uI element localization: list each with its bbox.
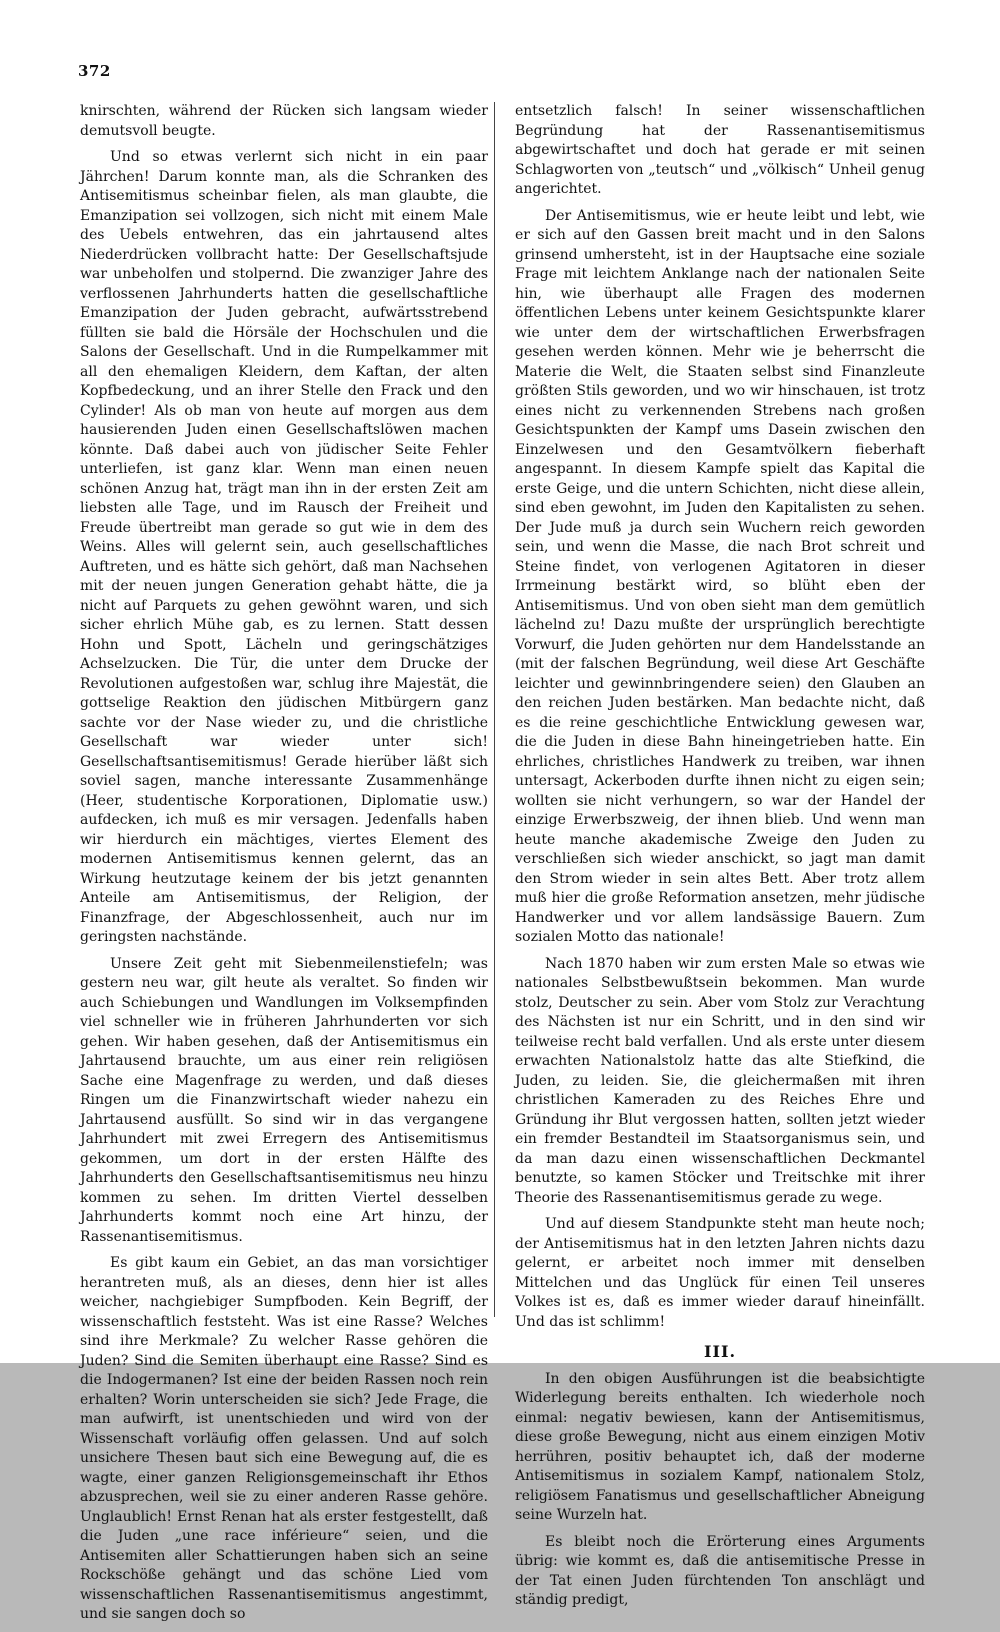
paragraph: Nach 1870 haben wir zum ersten Male so etwas wie nationales Selbstbewußtsein bekommen. Man wurde stolz, Deutscher zu sein. Aber vom Stolz zur Verachtung des Nächsten ist nur ein Schritt, und in den sind wir teilweise recht bald verfallen. Und als erste unter diesem erwachten Nationalstolz hatte das alte Stiefkind, die Juden, zu leiden. Sie, die gleichermaßen mit ihren christlichen Kameraden zu des Reiches Ehre und Gründung ihr Blut vergossen hatten, sollten jetzt wieder ein fremder Bestandteil im Staatsorganismus sein, und da man dazu einen wissenschaftlichen Deckmantel benutzte, so kamen Stöcker und Treitschke mit ihrer Theorie des Rassenantisemitismus gerade zu wege. xyxy=(515,955,925,1206)
section-heading: III. xyxy=(703,1342,737,1361)
paragraph: Es bleibt noch die Erörterung eines Arguments übrig: wie kommt es, daß die antisemitische Presse in der Tat einen Juden fürchtenden Ton anschlägt und ständig predigt, xyxy=(515,1533,925,1608)
paragraph: Und so etwas verlernt sich nicht in ein paar Jährchen! Darum konnte man, als die Schranken des Antisemitismus scheinbar fielen, als man glaubte, die Emanzipation sei vollzogen, sich nicht mit einem Male des Uebels entwehren, das ein jahrtausend altes Niederdrücken vollbracht hatte: Der Gesellschaftsjude war unbeholfen und stolpernd. Die zwanziger Jahre des verflossenen Jahrhunderts hatten die gesellschaftliche Emanzipation der Juden gebracht, aufwärtsstrebend füllten sie bald die Hörsäle der Hochschulen und die Salons der Gesellschaft. Und in die Rumpelkammer mit all den ehemaligen Kleidern, dem Kaftan, der alten Kopfbedeckung, und an ihrer Stelle den Frack und den Cylinder! Als ob man von heute auf morgen aus dem hausierenden Juden einen Gesellschaftslöwen machen könnte. Daß dabei auch von jüdischer Seite Fehler unterliefen, ist ganz klar. Wenn man einen neuen schönen Anzug hat, trägt man ihn in der ersten Zeit am liebsten alle Tage, und im Rausch der Freiheit und Freude übertreibt man gerade so gut wie in dem des Weins. Alles will gelernt sein, auch gesellschaftliches Auftreten, und es hätte sich gehört, daß man Nachsehen mit der neuen jungen Generation gehabt hätte, die ja nicht auf Parquets zu gehen gewöhnt waren, und sich sicher ehrlich Mühe gab, es zu lernen. Statt dessen Hohn und Spott, Lächeln und geringschätziges Achselzucken. Die Tür, die unter dem Drucke der Revolutionen aufgestoßen war, schlug ihre Majestät, die gottselige Reaktion den jüdischen Mitbürgern ganz sachte vor der Nase wieder zu, und die christliche Gesellschaft war wieder unter sich! Gesellschaftsantisemitismus! Gerade hierüber läßt sich soviel sagen, manche interessante Zusammenhänge (Heer, studentische Korporationen, Diplomatie usw.) aufdecken, ich muß es mir versagen. Jedenfalls haben wir hierdurch ein mächtiges, viertes Element des modernen Antisemitismus kennen gelernt, das an Wirkung heutzutage keinem der bis jetzt genannten Anteile am Antisemitismus, der Religion, der Finanzfrage, der Abgeschlossenheit, auch nur im geringsten nachstände. xyxy=(80,149,488,945)
paragraph: Der Antisemitismus, wie er heute leibt und lebt, wie er sich auf den Gassen breit macht und in den Salons grinsend umhersteht, ist in der Hauptsache eine soziale Frage mit leichtem Anklange nach der nationalen Seite hin, wie überhaupt alle Fragen des modernen öffentlichen Lebens unter keinem Gesichtspunkte klarer wie unter dem der wirtschaftlichen Erwerbsfragen gesehen werden können. Mehr wie je beherrscht die Materie die Welt, die Staaten selbst sind Finanzleute größten Stils geworden, und wo wir hinschauen, ist trotz eines nicht zu verkennenden Strebens nach großen Gesichtspunkten der Kampf ums Dasein zwischen den Einzelwesen und den Gesamtvölkern fieberhaft angespannt. In diesem Kampfe spielt das Kapital die erste Geige, und die untern Schichten, nicht diese allein, sind eben gewohnt, im Juden den Kapitalisten zu sehen. Der Jude muß ja durch sein Wuchern reich geworden sein, und wenn die Masse, die nach Brot schreit und Steine findet, von verlogenen Agitatoren in dieser Irrmeinung bestärkt wird, so blüht eben der Antisemitismus. Und von oben sieht man dem gemütlich lächelnd zu! Dazu mußte der ursprünglich berechtigte Vorwurf, die Juden gehörten nur dem Handelsstande an (mit der falschen Begründung, weil diese Art Geschäfte leichter und gewinnbringendere seien) den Glauben an den reichen Juden bestärken. Man bedachte nicht, daß es die reine geschichtliche Entwicklung gewesen war, die die Juden in diese Bahn hineingetrieben hatte. Ein ehrliches, christliches Handwerk zu treiben, war ihnen untersagt, Ackerboden durfte ihnen nicht zu eigen sein; wollten sie nicht verhungern, so war der Handel der einzige Erwerbszweig, der ihnen blieb. Und wenn man heute manche akademische Zweige den Juden zu verschließen sich wieder anschickt, so jagt man damit den Strom wieder in sein altes Bett. Aber trotz allem muß hier die große Reformation ansetzen, mehr jüdische Handwerker und vor allem landsässige Bauern. Zum sozialen Motto das nationale! xyxy=(515,207,925,945)
paragraph: Und auf diesem Standpunkte steht man heute noch; der Antisemitismus hat in den letzten Jahren nichts dazu gelernt, er arbeitet noch immer mit denselben Mittelchen und das Unglück für einen Teil unseres Volkes ist es, daß es immer wieder darauf hineinfällt. Und das ist schlimm! xyxy=(515,1216,925,1330)
left-column xyxy=(80,102,488,1632)
paragraph: In den obigen Ausführungen ist die beabsichtigte Widerlegung bereits enthalten. Ich wiederhole noch einmal: negativ bewiesen, kann der Antisemitismus, diese große Bewegung, nicht aus einem einzigen Motiv herrühren, positiv behauptet ich, daß der moderne Antisemitismus in sozialem Kampf, nationalem Stolz, religiösem Fanatismus und gesellschaftlicher Abneigung seine Wurzeln hat. xyxy=(515,1370,925,1523)
paragraph: knirschten, während der Rücken sich langsam wieder demutsvoll beugte. xyxy=(80,103,488,139)
paragraph: entsetzlich falsch! In seiner wissenschaftlichen Begründung hat der Rassenantisemitismus abgewirtschaftet und doch hat gerade er mit seinen Schlagworten von „teutsch“ und „völkisch“ Unheil genug angerichtet. xyxy=(515,103,925,197)
column-divider xyxy=(494,102,495,1317)
paragraph: Es gibt kaum ein Gebiet, an das man vorsichtiger herantreten muß, als an dieses, denn hier ist alles weicher, nachgiebiger Sumpfboden. Kein Begriff, der wissenschaftlich feststeht. Was ist eine Rasse? Welches sind ihre Merkmale? Zu welcher Rasse gehören die Juden? Sind die Semiten überhaupt eine Rasse? Sind es die Indogermanen? Ist eine der beiden Rassen noch rein erhalten? Worin unterscheiden sie sich? Jede Frage, die man aufwirft, ist unentschieden und wird von der Wissenschaft vorläufig offen gelassen. Und auf solch unsichere Thesen baut sich eine Bewegung auf, die es wagte, einer ganzen Religionsgemeinschaft ihr Ethos abzusprechen, weil sie zu einer anderen Rasse gehöre. Unglaublich! Ernst Renan hat als erster festgestellt, daß die Juden „une race inférieure“ seien, und die Antisemiten aller Schattierungen haben sich an seine Rockschöße gehängt und das schöne Lied vom wissenschaftlichen Rassenantisemitismus angestimmt, und sie sangen doch so xyxy=(80,1255,488,1622)
page-number: 372 xyxy=(78,62,111,80)
right-column xyxy=(515,102,925,1618)
paragraph: Unsere Zeit geht mit Siebenmeilenstiefeln; was gestern neu war, gilt heute als veraltet. So finden wir auch Schiebungen und Wandlungen im Volksempfinden viel schneller wie in früheren Jahrhunderten vor sich gehen. Wir haben gesehen, daß der Antisemitismus ein Jahrtausend brauchte, um aus einer rein religiösen Sache eine Magenfrage zu werden, und daß dieses Ringen um die Finanzwirtschaft wieder nahezu ein Jahrtausend ausfüllt. So sind wir in das vergangene Jahrhundert mit zwei Erregern des Antisemitismus gekommen, um dort in der ersten Hälfte des Jahrhunderts den Gesellschaftsantisemitismus neu hinzu kommen zu sehen. Im dritten Viertel desselben Jahrhunderts kommt noch eine Art hinzu, der Rassenantisemitismus. xyxy=(80,955,488,1245)
